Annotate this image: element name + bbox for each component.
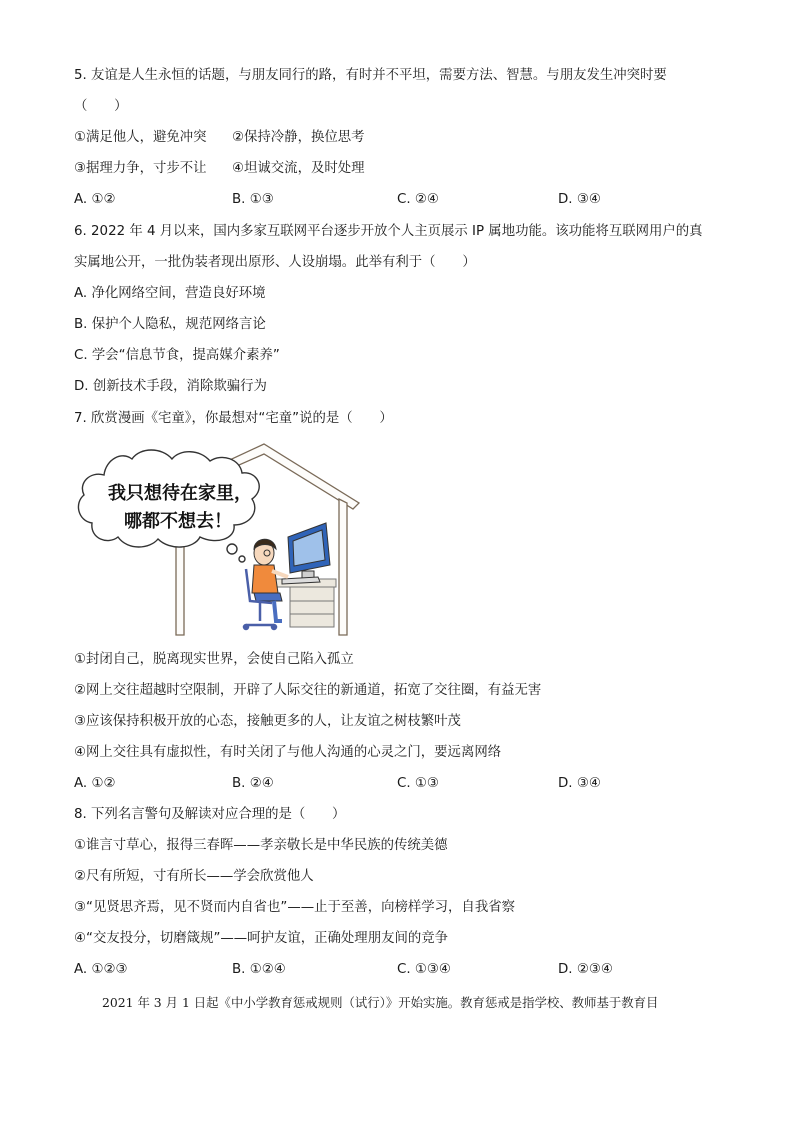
comic-text-line2: 哪都不想去！	[124, 511, 232, 532]
computer-monitor	[282, 523, 330, 584]
q5-item-3: ③据理力争，寸步不让	[74, 161, 207, 176]
q6-option-c: C. 学会“信息节食，提高媒介素养”	[74, 348, 280, 363]
q6-stem-line2: 实属地公开，一批伪装者现出原形、人设崩塌。此举有利于（ ）	[74, 255, 476, 270]
q7-option-c: C. ①③	[397, 776, 439, 791]
q8-item-4: ④“交友投分，切磨箴规”——呵护友谊，正确处理朋友间的竞争	[74, 931, 449, 946]
q6-option-d: D. 创新技术手段，消除欺骗行为	[74, 379, 267, 394]
q5-options	[74, 190, 634, 210]
q8-item-2: ②尺有所短，寸有所长——学会欣赏他人	[74, 869, 314, 884]
q6-option-a: A. 净化网络空间，营造良好环境	[74, 286, 266, 301]
q5-stem-line1: 5. 友谊是人生永恒的话题，与朋友同行的路，有时并不平坦，需要方法、智慧。与朋友发生冲突时要	[74, 68, 667, 83]
q7-option-d: D. ③④	[558, 776, 601, 791]
q5-option-d: D. ③④	[558, 192, 601, 207]
next-question-preview: 2021 年 3 月 1 日起《中小学教育惩戒规则（试行）》开始实施。教育惩戒是指学校、教师基于教育目	[102, 995, 659, 1010]
q5-option-a: A. ①②	[74, 192, 116, 207]
q8-stem: 8. 下列名言警句及解读对应合理的是（ ）	[74, 807, 346, 822]
q5-item-4: ④坦诚交流，及时处理	[232, 161, 365, 176]
comic-text-line1: 我只想待在家里，	[108, 483, 252, 504]
q8-option-a: A. ①②③	[74, 962, 128, 977]
q5-items-row1	[74, 128, 634, 148]
q8-options	[74, 960, 634, 980]
q8-option-d: D. ②③④	[558, 962, 613, 977]
q5-items-row2	[74, 159, 634, 179]
q7-item-1: ①封闭自己，脱离现实世界，会使自己陷入孤立	[74, 652, 354, 667]
comic-illustration	[74, 441, 366, 637]
desk	[274, 579, 336, 627]
q5-item-1: ①满足他人，避免冲突	[74, 130, 207, 145]
q8-option-c: C. ①③④	[397, 962, 451, 977]
q8-option-b: B. ①②④	[232, 962, 286, 977]
q6-option-b: B. 保护个人隐私，规范网络言论	[74, 317, 266, 332]
q8-item-1: ①谁言寸草心，报得三春晖——孝亲敬长是中华民族的传统美德	[74, 838, 448, 853]
q7-stem: 7. 欣赏漫画《宅童》，你最想对“宅童”说的是（ ）	[74, 411, 393, 426]
q7-options	[74, 774, 634, 794]
q5-stem-line2: （ ）	[74, 99, 128, 114]
q7-option-b: B. ②④	[232, 776, 274, 791]
thought-cloud	[78, 450, 259, 562]
q6-stem-line1: 6. 2022 年 4 月以来，国内多家互联网平台逐步开放个人主页展示 IP 属地功能。该功能将互联网用户的真	[74, 224, 703, 239]
q8-item-3: ③“见贤思齐焉，见不贤而内自省也”——止于至善，向榜样学习，自我省察	[74, 900, 515, 915]
q7-item-2: ②网上交往超越时空限制，开辟了人际交往的新通道，拓宽了交往圈，有益无害	[74, 683, 542, 698]
q7-item-4: ④网上交往具有虚拟性，有时关闭了与他人沟通的心灵之门，要远离网络	[74, 745, 502, 760]
q7-item-3: ③应该保持积极开放的心态，接触更多的人，让友谊之树枝繁叶茂	[74, 714, 461, 729]
q5-option-c: C. ②④	[397, 192, 439, 207]
q5-item-2: ②保持冷静，换位思考	[232, 130, 365, 145]
q7-option-a: A. ①②	[74, 776, 116, 791]
q5-option-b: B. ①③	[232, 192, 274, 207]
